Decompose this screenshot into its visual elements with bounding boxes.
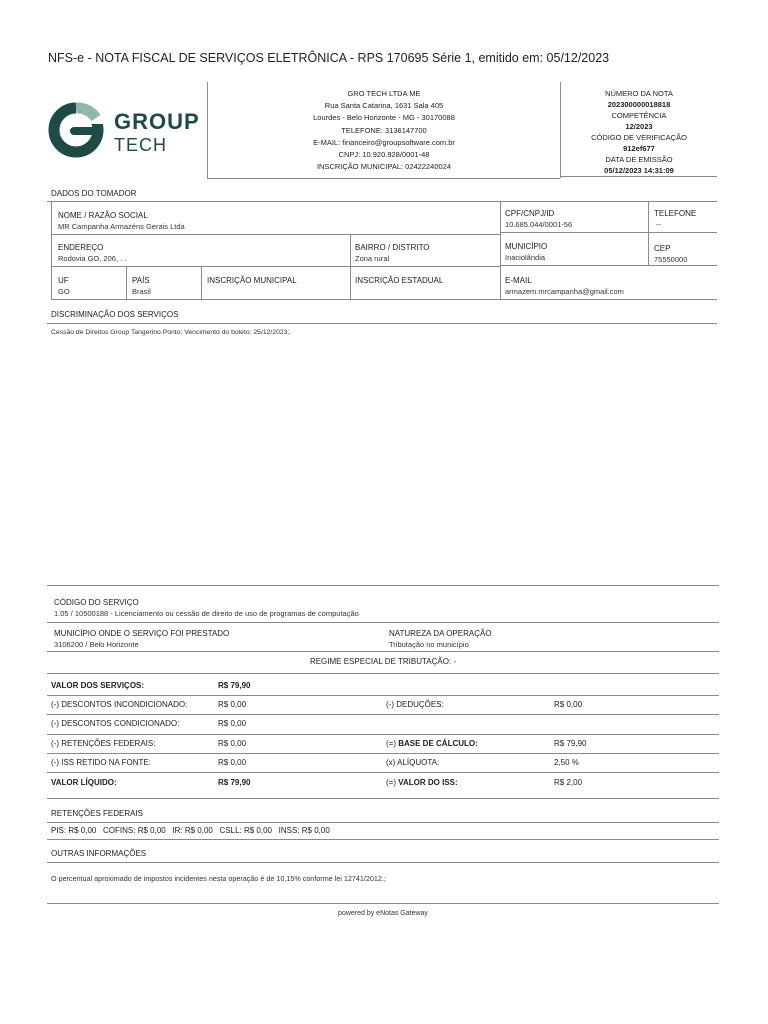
federal-retentions-section-title: RETENÇÕES FEDERAIS (51, 809, 144, 818)
iss-withheld-label: (-) ISS RETIDO NA FONTE: (51, 758, 152, 767)
tomador-address-field (58, 242, 126, 264)
net-value: R$ 79,90 (218, 778, 251, 787)
operation-nature-label: NATUREZA DA OPERAÇÃO (389, 629, 492, 638)
calculation-base-value: R$ 79,90 (554, 739, 587, 748)
calculation-base-label: (=) BASE DE CÁLCULO: (386, 739, 478, 748)
tomador-country-field (132, 275, 151, 297)
service-city-label: MUNICÍPIO ONDE O SERVIÇO FOI PRESTADO (54, 629, 230, 638)
service-value: R$ 79,90 (218, 681, 251, 690)
deductions-label: (-) DEDUÇÕES: (386, 700, 444, 709)
net-value-label: VALOR LÍQUIDO: (51, 778, 117, 787)
tomador-uf-label: UF (58, 276, 69, 285)
operation-nature-field (389, 628, 492, 650)
other-info-text: O percentual aproximado de impostos incidentes nesta operação é de 10,15% conforme lei 12741/2012.; (51, 874, 386, 883)
tomador-phone-label: TELEFONE (654, 209, 697, 218)
service-code-value: 1.05 / 10500188 - Licenciamento ou cessão de direito de uso de programas de computação (54, 609, 359, 618)
tomador-phone-field (654, 208, 696, 230)
tomador-cep-label: CEP (654, 244, 671, 253)
deductions-value: R$ 0,00 (554, 700, 583, 709)
tomador-municipal-registration-field (207, 275, 297, 286)
tomador-address-label: ENDEREÇO (58, 243, 104, 252)
competence-value: 12/2023 (625, 122, 653, 131)
service-code-label: CÓDIGO DO SERVIÇO (54, 598, 139, 607)
unconditional-discount-value: R$ 0,00 (218, 700, 247, 709)
issuer-name: GRO TECH LTDA ME (347, 89, 421, 98)
tomador-district-value: Zona rural (355, 254, 390, 263)
tomador-uf-value: GO (58, 287, 70, 296)
operation-nature-value: Tributação no município (389, 640, 469, 649)
company-logo (48, 102, 208, 162)
issuer-block (208, 88, 560, 173)
tomador-phone-value: -- (656, 220, 661, 229)
tomador-municipal-registration-label: INSCRIÇÃO MUNICIPAL (207, 276, 297, 285)
tomador-email-label: E-MAIL (505, 276, 532, 285)
tomador-district-field (355, 242, 430, 264)
issuer-city: Lourdes - Belo Horizonte - MG - 30170088 (313, 113, 455, 123)
discriminacao-section-title: DISCRIMINAÇÃO DOS SERVIÇOS (51, 310, 179, 319)
tax-rate-label: (x) ALÍQUOTA: (386, 758, 440, 767)
footer-powered-by: powered by eNotas Gateway (338, 910, 428, 917)
verification-code-label: CÓDIGO DE VERIFICAÇÃO (591, 133, 687, 142)
tomador-city-field (505, 241, 547, 263)
issuer-phone: TELEFONE: 3136147700 (341, 125, 427, 135)
tomador-country-value: Brasil (132, 287, 151, 296)
federal-retentions-detail: PIS: R$ 0,00 COFINS: R$ 0,00 IR: R$ 0,00 CSLL: R$ 0,00 INSS: R$ 0,00 (51, 826, 330, 835)
tomador-state-registration-field (355, 275, 443, 286)
issuer-email: E-MAIL: financeiro@groupsoftware.com.br (313, 137, 455, 147)
note-number-value: 202300000018818 (607, 100, 671, 109)
iss-value-label: (=) VALOR DO ISS: (386, 778, 458, 787)
issue-date-value: 05/12/2023 14:31:09 (604, 166, 674, 175)
tomador-city-value: Inaciolândia (505, 253, 546, 262)
tomador-country-label: PAÍS (132, 276, 150, 285)
tomador-uf-field (58, 275, 70, 297)
group-tech-logo-icon (48, 102, 104, 158)
service-city-value: 3106200 / Belo Horizonte (54, 640, 139, 649)
note-number-label: NÚMERO DA NOTA (605, 89, 673, 98)
tax-rate-value: 2,50 % (554, 758, 579, 767)
issuer-cnpj: CNPJ: 10.920.928/0001-48 (338, 150, 430, 160)
service-value-label: VALOR DOS SERVIÇOS: (51, 681, 145, 690)
tomador-district-label: BAIRRO / DISTRITO (355, 243, 430, 252)
service-description: Cessão de Direitos Group Tangerino.Ponto; Vencimento do boleto: 25/12/2023;. (51, 329, 292, 336)
federal-retentions-label: (-) RETENÇÕES FEDERAIS: (51, 739, 156, 748)
tomador-name-value: MR Campanha Armazéns Gerais Ltda (58, 222, 185, 231)
tomador-email-field (505, 275, 624, 297)
tomador-section-title: DADOS DO TOMADOR (51, 189, 137, 198)
issuer-address: Rua Santa Catarina, 1631 Sala 405 (324, 101, 444, 111)
logo-text-group: GROUP (114, 109, 200, 134)
page-title: NFS-e - NOTA FISCAL DE SERVIÇOS ELETRÔNICA - RPS 170695 Série 1, emitido em: 05/12/2023 (48, 51, 610, 65)
logo-text-tech: TECH (114, 135, 167, 155)
tomador-name-label: NOME / RAZÃO SOCIAL (58, 211, 148, 220)
tomador-cpf-value: 10.685.044/0001-56 (505, 220, 573, 229)
iss-value: R$ 2,00 (554, 778, 583, 787)
note-info-block (561, 88, 717, 176)
other-info-section-title: OUTRAS INFORMAÇÕES (51, 849, 147, 858)
service-code-field (54, 597, 359, 619)
competence-label: COMPETÊNCIA (611, 111, 667, 120)
tomador-cep-field (654, 243, 687, 265)
issuer-municipal-registration: INSCRIÇÃO MUNICIPAL: 02422240024 (316, 162, 452, 172)
service-city-field (54, 628, 229, 650)
tomador-cpf-field (505, 208, 572, 230)
tomador-state-registration-label: INSCRIÇÃO ESTADUAL (355, 276, 444, 285)
conditional-discount-value: R$ 0,00 (218, 719, 247, 728)
conditional-discount-label: (-) DESCONTOS CONDICIONADO: (51, 719, 180, 728)
federal-retentions-value: R$ 0,00 (218, 739, 247, 748)
verification-code-value: 912ef677 (623, 144, 655, 153)
tomador-email-value: armazem.mrcampanha@gmail.com (505, 287, 624, 296)
issue-date-label: DATA DE EMISSÃO (605, 155, 673, 164)
tomador-address-value: Rodovia GO, 206, . . (58, 254, 127, 263)
tomador-name-field (58, 210, 185, 232)
unconditional-discount-label: (-) DESCONTOS INCONDICIONADO: (51, 700, 188, 709)
special-tax-regime: REGIME ESPECIAL DE TRIBUTAÇÃO: - (309, 657, 457, 666)
tomador-city-label: MUNICÍPIO (505, 242, 548, 251)
tomador-cep-value: 75550000 (654, 255, 688, 264)
iss-withheld-value: R$ 0,00 (218, 758, 247, 767)
tomador-cpf-label: CPF/CNPJ/ID (505, 209, 555, 218)
